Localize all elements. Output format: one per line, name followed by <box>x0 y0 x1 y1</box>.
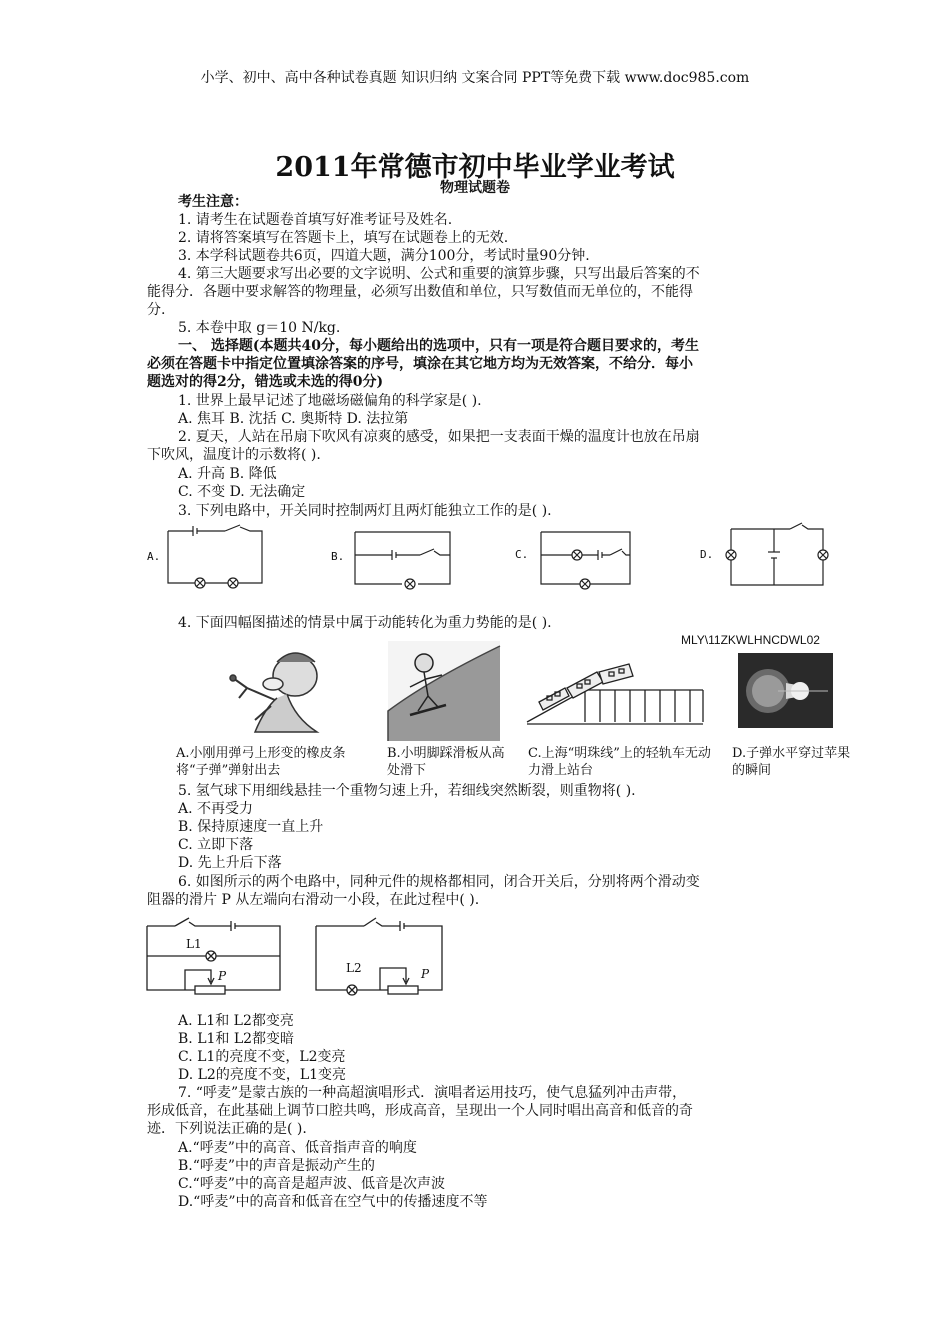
question-6-option: C. L1的亮度不变，L2变亮 <box>178 1049 346 1065</box>
picture-a-caption: A.小刚用弹弓上形变的橡皮条将“子弹”弹射出去 <box>176 746 346 778</box>
question-7-stem: 7. “呼麦”是蒙古族的一种高超演唱形式．演唱者运用技巧，使气息猛列冲击声带， <box>178 1085 687 1101</box>
notice-item: 能得分．各题中要求解答的物理量，必须写出数值和单位，只写数值而无单位的，不能得 <box>147 284 693 300</box>
skateboard-slope-illustration <box>388 641 500 741</box>
section-heading: 题选对的得2分，错选或未选的得0分) <box>147 374 384 390</box>
circuit-label: B. <box>331 550 345 563</box>
question-2-stem: 2. 夏天，人站在吊扇下吹风有凉爽的感受，如果把一支表面干燥的温度计也放在吊扇 <box>178 429 700 445</box>
notice-item: 分. <box>147 302 166 318</box>
circuit-d <box>722 525 832 590</box>
slingshot-boy-illustration <box>225 648 345 738</box>
q6-circuit-series <box>314 912 444 997</box>
question-7-option: C.“呼麦”中的高音是超声波、低音是次声波 <box>178 1176 445 1192</box>
question-7-option: A.“呼麦”中的高音、低音指声音的响度 <box>178 1140 417 1156</box>
question-6-stem: 阻器的滑片 P 从左端向右滑动一小段，在此过程中( ). <box>147 892 480 908</box>
question-2-options: A. 升高 B. 降低 <box>178 466 277 482</box>
lamp-l1-label: L1 <box>186 937 202 951</box>
light-rail-illustration <box>525 650 705 730</box>
question-7-option: D.“呼麦”中的高音和低音在空气中的传播速度不等 <box>178 1194 488 1210</box>
page-title: 2011年常德市初中毕业学业考试 <box>275 152 675 183</box>
question-4-stem: 4. 下面四幅图描述的情景中属于动能转化为重力势能的是( ). <box>178 615 552 631</box>
bullet-apple-photo <box>738 653 833 728</box>
question-1-options: A. 焦耳 B. 沈括 C. 奥斯特 D. 法拉第 <box>178 411 409 427</box>
page-header: 小学、初中、高中各种试卷真题 知识归纳 文案合同 PPT等免费下载 www.doc985.com <box>200 70 750 86</box>
section-heading: 必须在答题卡中指定位置填涂答案的序号，填涂在其它地方均为无效答案，不给分．每小 <box>147 356 693 372</box>
circuit-label: D. <box>700 548 714 561</box>
notice-item: 3. 本学科试题卷共6页，四道大题，满分100分，考试时量90分钟. <box>178 248 590 264</box>
document-code: MLY\11ZKWLHNCDWL02 <box>681 633 820 647</box>
page-subtitle: 物理试题卷 <box>440 180 510 196</box>
lamp-l2-label: L2 <box>346 961 362 975</box>
q6-circuit-parallel <box>145 912 285 997</box>
section-heading: 一、 选择题(本题共40分，每小题给出的选项中，只有一项是符合题目要求的，考生 <box>178 338 699 354</box>
question-6-stem: 6. 如图所示的两个电路中，同种元件的规格都相同，闭合开关后，分别将两个滑动变 <box>178 874 700 890</box>
question-1-stem: 1. 世界上最早记述了地磁场磁偏角的科学家是( ). <box>178 393 482 409</box>
question-5-option: D. 先上升后下落 <box>178 855 282 871</box>
slider-p-label: P <box>218 969 227 983</box>
question-7-stem: 迹．下列说法正确的是( ). <box>147 1121 307 1137</box>
question-2-stem: 下吹风，温度计的示数将( ). <box>147 447 321 463</box>
slider-p-label: P <box>421 967 430 981</box>
question-5-option: B. 保持原速度一直上升 <box>178 819 324 835</box>
question-3-stem: 3. 下列电路中，开关同时控制两灯且两灯能独立工作的是( ). <box>178 503 552 519</box>
circuit-b <box>350 527 460 587</box>
question-6-option: B. L1和 L2都变暗 <box>178 1031 295 1047</box>
question-5-option: C. 立即下落 <box>178 837 254 853</box>
picture-d-caption: D.子弹水平穿过苹果的瞬间 <box>732 746 851 778</box>
notice-item: 1. 请考生在试题卷首填写好准考证号及姓名. <box>178 212 453 228</box>
notice-item: 5. 本卷中取 g＝10 N/kg. <box>178 320 341 336</box>
picture-c-caption: C.上海“明珠线”上的轻轨车无动力滑上站台 <box>528 746 711 778</box>
question-6-option: D. L2的亮度不变，L1变亮 <box>178 1067 347 1083</box>
circuit-c <box>538 527 648 587</box>
question-7-option: B.“呼麦”中的声音是振动产生的 <box>178 1158 376 1174</box>
circuit-label: C. <box>515 548 529 561</box>
notice-heading: 考生注意： <box>178 194 248 210</box>
notice-item: 2. 请将答案填写在答题卡上，填写在试题卷上的无效. <box>178 230 509 246</box>
question-6-option: A. L1和 L2都变亮 <box>178 1013 294 1029</box>
picture-b-caption: B.小明脚踩滑板从高处滑下 <box>387 746 505 778</box>
question-7-stem: 形成低音，在此基础上调节口腔共鸣，形成高音，呈现出一个人同时唱出高音和低音的奇 <box>147 1103 693 1119</box>
question-5-option: A. 不再受力 <box>178 801 254 817</box>
notice-item: 4. 第三大题要求写出必要的文字说明、公式和重要的演算步骤，只写出最后答案的不 <box>178 266 700 282</box>
question-5-stem: 5. 氢气球下用细线悬挂一个重物匀速上升，若细线突然断裂，则重物将( ). <box>178 783 636 799</box>
circuit-a <box>160 527 270 587</box>
circuit-label: A. <box>147 550 161 563</box>
question-2-options: C. 不变 D. 无法确定 <box>178 484 306 500</box>
